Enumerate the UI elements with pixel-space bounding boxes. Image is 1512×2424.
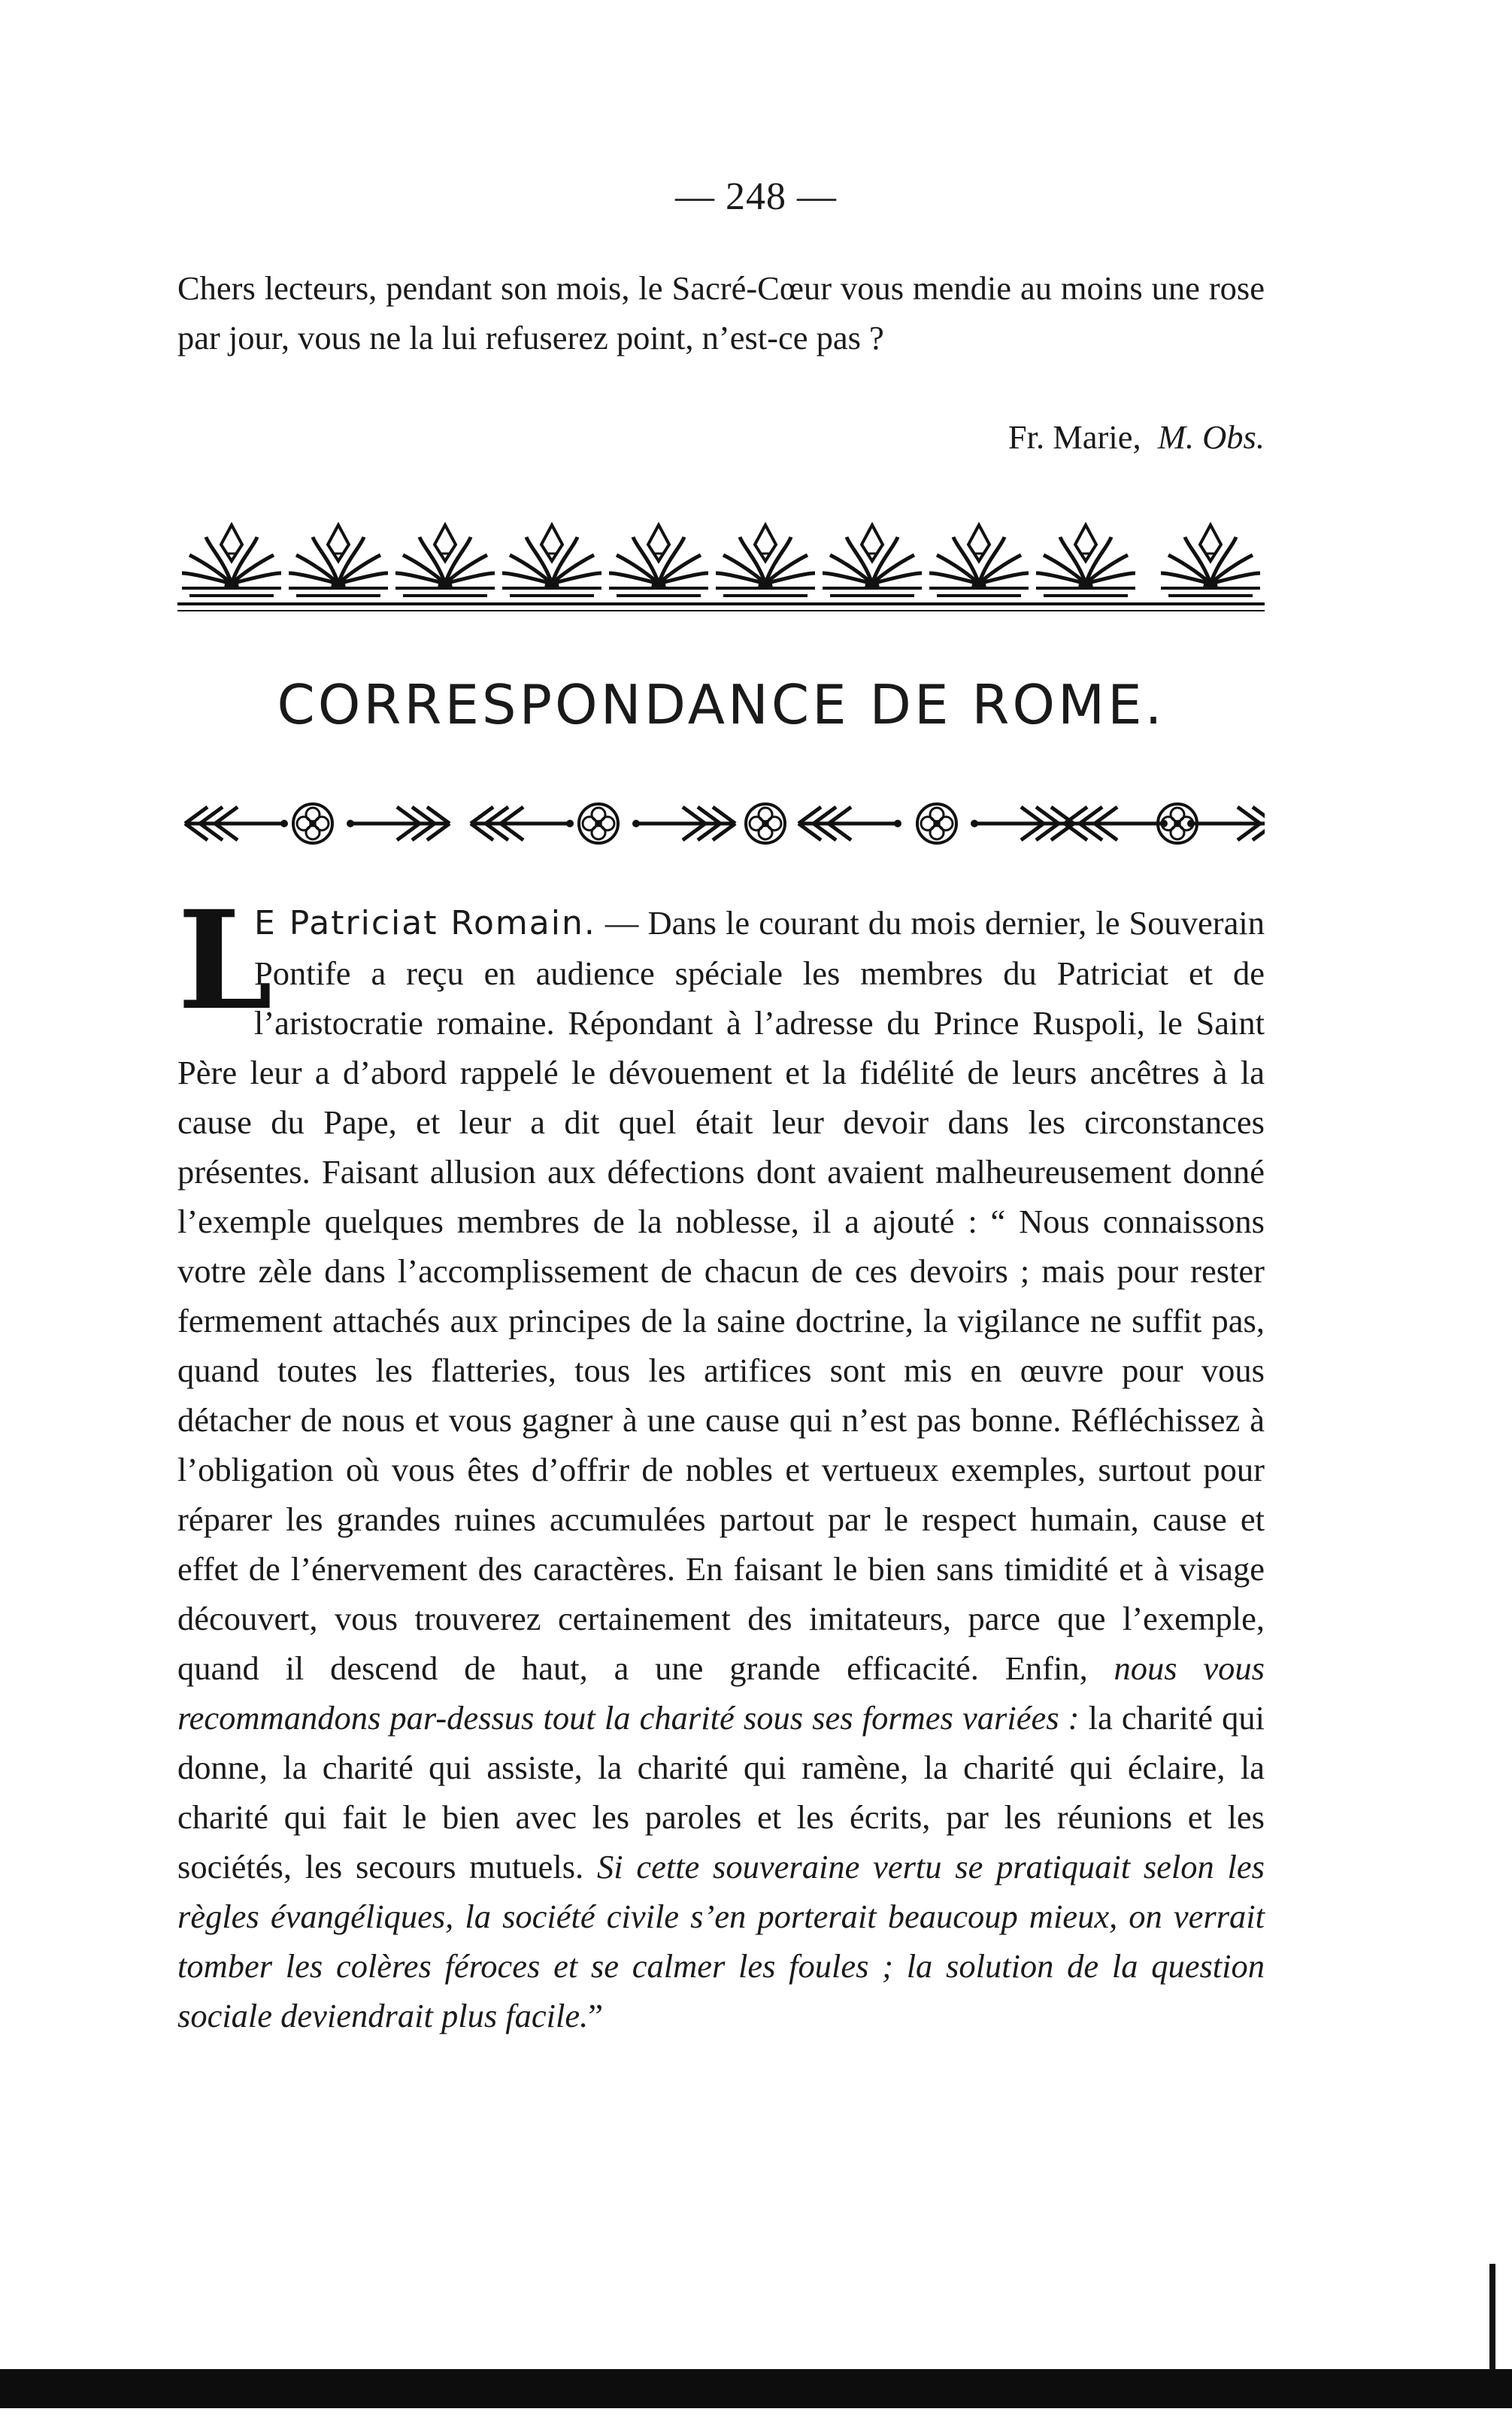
signature (827, 412, 1265, 462)
intro-text: Chers lecteurs, pendant son mois, le Sacré-Cœur vous mendie au moins une rose par jour, vous ne la lui refuserez point, (177, 269, 1265, 356)
page-number: — 248 — (675, 175, 837, 218)
article-paragraph (177, 881, 1265, 2040)
drop-capital: L (177, 881, 273, 1040)
scan-edge-mark (1489, 2264, 1495, 2369)
scan-bottom-bar (0, 2369, 1512, 2408)
floral-ornament-divider (177, 790, 1265, 857)
article-close-quote: ” (588, 1997, 603, 2034)
palmette-ornament-band (177, 502, 1265, 615)
signature-title: M. Obs. (1157, 418, 1265, 456)
article-text-2: la charité qui donne, la charité qui assiste, la charité qui ramène, la charité qui éclaire, la charité qui fait le bien avec les paroles et les écrits, par les réunions et les sociétés, les secours mutuels. (177, 1699, 1265, 1886)
section-heading: CORRESPONDANCE DE ROME. (277, 673, 1165, 736)
intro-paragraph (177, 263, 1265, 363)
article-italic-2: Si cette souveraine vertu se pratiquait selon les règles évangéliques, la société civile s’en porterait beaucoup mieux, on verrait tomber les colères féroces et se calmer les foules ; la solution de la question sociale deviendrait plus facile. (177, 1848, 1265, 2034)
article-text-1: — Dans le courant du mois dernier, le Souverain Pontife a reçu en audience spéciale les membres du Patriciat et de l’aristocratie romaine. Répondant à l’adresse du Prince Ruspoli, le Saint Père leur a d’abord rappelé le dévouement et la fidélité de leurs ancêtres à la cause du Pape, et leur a dit quel était leur devoir dans les circonstances présentes. Faisant allusion aux défections dont avaient malheureusement donné l’exemple quelques membres de la noblesse, il a ajouté : “ Nous connaissons votre zèle dans l’accomplissement de chacun de ces devoirs ; mais pour rester fermement attachés aux principes de la saine doctrine, la vigilance ne suffit pas, quand toutes les flatteries, tous les artifices sont mis en œuvre pour vous détacher de nous et vous gagner à une cause qui n’est pas bonne. Réfléchissez à l’obligation où vous êtes d’offrir de nobles et vertueux exemples, surtout pour réparer les grandes ruines accumulées partout par le respect humain, cause et effet de l’énervement des caractères. En faisant le bien sans timidité et à visage découvert, vous trouverez certainement des imitateurs, parce que l’exemple, quand il descend de haut, a une grande efficacité. Enfin, (177, 904, 1265, 1687)
intro-text-end: n’est-ce pas ? (701, 319, 884, 356)
signature-name: Fr. Marie, (1007, 418, 1141, 456)
article-italic-1: nous vous recommandons par-dessus tout la charité sous ses formes variées : (177, 1649, 1265, 1737)
article-lead: E Patriciat Romain. (254, 904, 596, 942)
